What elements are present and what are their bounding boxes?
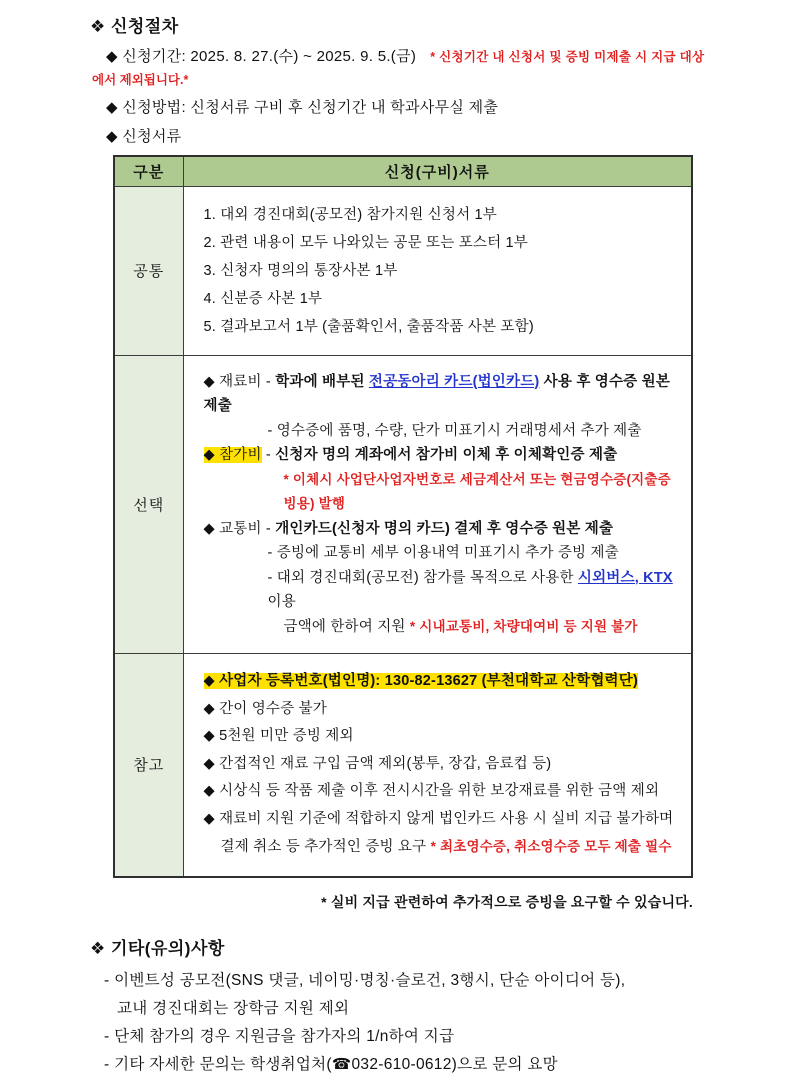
column-header-category: 구분 (114, 156, 183, 186)
entry-fee-warning (204, 468, 684, 517)
entry-fee-line (204, 443, 684, 468)
row-label-reference: 참고 (114, 654, 183, 877)
reference-item: ◆ 시상식 등 작품 제출 이후 전시시간을 위한 보강재료를 위한 금액 제외 (203, 783, 660, 799)
application-procedure-section (90, 12, 793, 149)
material-cost-text: 학과에 배부된 (275, 373, 369, 390)
note-item-group-participation: - 단체 참가의 경우 지원금을 참가자의 1/n하여 지급 (104, 1027, 455, 1045)
period-warning-continued: 에서 제외됩니다.* (92, 73, 189, 87)
common-item: 4. 신분증 사본 1부 (203, 290, 323, 307)
common-item: 2. 관련 내용이 모두 나와있는 공문 또는 포스터 1부 (203, 234, 529, 251)
entry-fee-highlight: ◆ 참가비 (203, 447, 262, 463)
transport-warning-text: * 시내교통비, 차량대여비 등 지원 불가 (409, 618, 638, 634)
material-cost-line (204, 370, 684, 419)
entry-fee-separator: - (261, 447, 276, 463)
section-title-procedure: ❖ 신청절차 (90, 17, 179, 36)
business-number-highlight: ◆ 사업자 등록번호(법인명): 130-82-13627 (부천대학교 산학협력단) (203, 673, 638, 689)
period-warning-text: * 신청기간 내 신청서 및 증빙 미제출 시 지급 대상 (430, 50, 705, 64)
reference-item: ◆ 간이 영수증 불가 (203, 700, 327, 717)
transport-cost-line (204, 517, 684, 542)
common-item: 3. 신청자 명의의 통장사본 1부 (203, 262, 398, 279)
reference-item: ◆ 간접적인 재료 구입 금액 제외(봉투, 장갑, 음료컵 등) (203, 755, 552, 772)
optional-documents-cell (183, 355, 692, 654)
transport-subline-2-end: 이용 (267, 569, 678, 610)
transport-subline-2-text: - 대외 경진대회(공모전) 참가를 목적으로 사용한 (267, 569, 578, 586)
entry-fee-warning-text: * 이체시 사업단사업자번호로 세금계산서 또는 현금영수증(지출증빙용) 발행 (283, 471, 671, 511)
reference-notes-cell (183, 654, 692, 877)
intercity-bus-ktx-link: 시외버스, KTX (577, 569, 673, 586)
common-documents-cell (183, 186, 692, 355)
business-number-line (204, 668, 684, 696)
table-row-reference (114, 654, 692, 877)
application-method-line: ◆ 신청방법: 신청서류 구비 후 신청기간 내 학과사무실 제출 (106, 99, 499, 116)
club-card-link: 전공동아리 카드(법인카드) (368, 373, 540, 390)
transport-cost-marker: ◆ 교통비 - (203, 520, 276, 537)
section-title-other-notes: ❖ 기타(유의)사항 (90, 938, 225, 958)
note-item-event-contests-continued: 교내 경진대회는 장학금 지원 제외 (117, 999, 350, 1017)
reference-last-line-text: 결제 취소 등 추가적인 증빙 요구 (220, 839, 431, 855)
reference-item: ◆ 5천원 미만 증빙 제외 (203, 728, 354, 744)
application-period-line (106, 45, 793, 69)
note-item-event-contests: - 이벤트성 공모전(SNS 댓글, 네이밍·명칭·슬로건, 3행시, 단순 아이디어 등), (104, 971, 626, 989)
transport-subline-2 (204, 566, 684, 615)
reference-last-line (204, 833, 684, 862)
common-item: 5. 결과보고서 1부 (출품확인서, 출품작품 사본 포함) (203, 318, 534, 335)
material-cost-marker: ◆ 재료비 - (203, 373, 276, 390)
table-row-common (114, 186, 692, 355)
transport-subline-3 (204, 615, 684, 640)
table-footnote: * 실비 지급 관련하여 추가적으로 증빙을 요구할 수 있습니다. (321, 893, 693, 910)
material-cost-subline: - 영수증에 품명, 수량, 단가 미표기시 거래명세서 추가 제출 (267, 422, 642, 439)
row-label-common: 공통 (114, 186, 183, 355)
required-documents-table (113, 155, 693, 878)
row-label-optional: 선택 (114, 355, 183, 654)
application-period-text: ◆ 신청기간: 2025. 8. 27.(수) ~ 2025. 9. 5.(금) (106, 48, 417, 65)
common-item: 1. 대외 경진대회(공모전) 참가지원 신청서 1부 (203, 206, 497, 223)
transport-subline-1: - 증빙에 교통비 세부 이용내역 미표기시 추가 증빙 제출 (267, 545, 619, 561)
column-header-documents: 신청(구비)서류 (183, 156, 692, 186)
receipt-warning-text: * 최초영수증, 취소영수증 모두 제출 필수 (430, 839, 672, 854)
application-documents-line: ◆ 신청서류 (106, 128, 182, 145)
reference-item: ◆ 재료비 지원 기준에 적합하지 않게 법인카드 사용 시 실비 지급 불가하며 (203, 810, 674, 827)
transport-subline-3-text: 금액에 한하여 지원 (283, 618, 410, 635)
material-cost-text-end: 사용 후 영수증 원본 제출 (203, 373, 675, 414)
table-header-row (114, 156, 692, 186)
note-item-contact: - 기타 자세한 문의는 학생취업처(☎032-610-0612)으로 문의 요망 (104, 1055, 558, 1073)
transport-cost-text: 개인카드(신청자 명의 카드) 결제 후 영수증 원본 제출 (275, 520, 614, 537)
other-notes-section (90, 934, 793, 1079)
entry-fee-text: 신청자 명의 계좌에서 참가비 이체 후 이체확인증 제출 (275, 447, 618, 463)
table-row-optional (114, 355, 692, 654)
